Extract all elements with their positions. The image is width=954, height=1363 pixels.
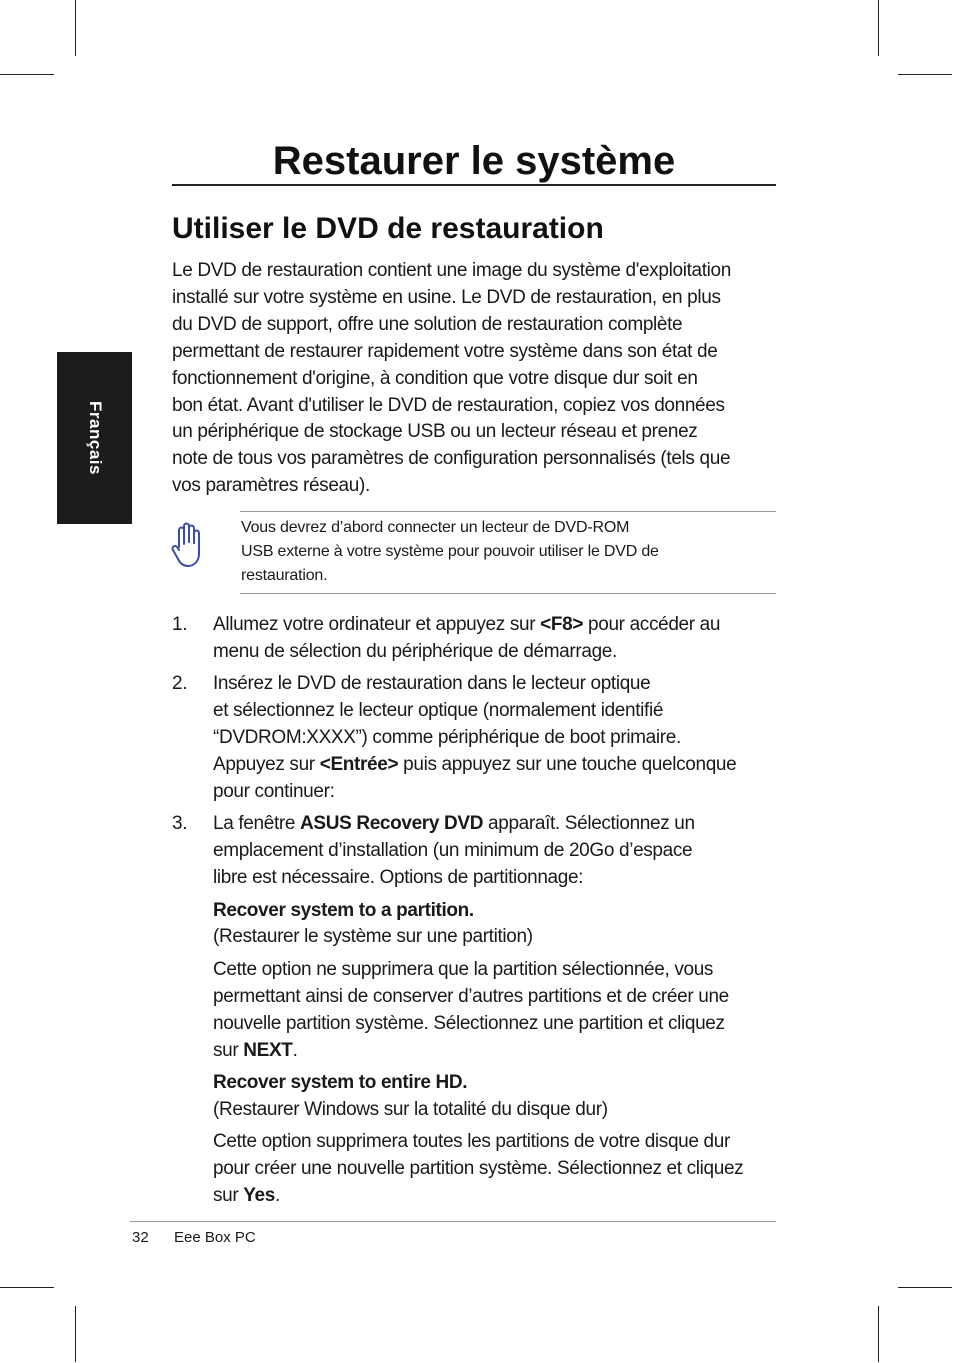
crop-mark bbox=[878, 1306, 879, 1362]
title-underline bbox=[172, 184, 776, 186]
crop-mark bbox=[878, 0, 879, 56]
crop-mark bbox=[0, 74, 54, 75]
crop-mark bbox=[75, 1306, 76, 1362]
language-side-tab bbox=[57, 352, 132, 524]
intro-paragraph bbox=[172, 258, 776, 500]
step-line: emplacement d’installation (un minimum de 20Go d’espace bbox=[213, 840, 693, 862]
footer-product: Eee Box PC bbox=[174, 1229, 256, 1246]
intro-line: bon état. Avant d'utiliser le DVD de restauration, copiez vos données bbox=[172, 394, 725, 416]
page-number: 32 bbox=[132, 1229, 149, 1246]
note-bottom-rule bbox=[240, 593, 776, 594]
step-number: 2. bbox=[172, 673, 188, 695]
option-partition-heading bbox=[172, 898, 776, 952]
crop-mark bbox=[898, 1287, 952, 1288]
option-subtitle: (Restaurer Windows sur la totalité du disque dur) bbox=[213, 1098, 608, 1120]
option-line: sur NEXT. bbox=[213, 1039, 298, 1061]
option-line: Cette option ne supprimera que la partition sélectionnée, vous bbox=[213, 958, 714, 980]
note-line: restauration. bbox=[241, 567, 328, 584]
step-3 bbox=[172, 811, 776, 892]
option-line: sur Yes. bbox=[213, 1185, 280, 1207]
step-line: menu de sélection du périphérique de démarrage. bbox=[213, 640, 617, 662]
intro-line: Le DVD de restauration contient une image du système d'exploitation bbox=[172, 260, 731, 281]
option-line: Cette option supprimera toutes les partitions de votre disque dur bbox=[213, 1131, 730, 1153]
option-subtitle: (Restaurer le système sur une partition) bbox=[213, 926, 533, 948]
intro-line: installé sur votre système en usine. Le DVD de restauration, en plus bbox=[172, 286, 721, 308]
note-line: Vous devrez d’abord connecter un lecteur de DVD-ROM bbox=[241, 519, 630, 536]
key-f8: <F8> bbox=[540, 614, 584, 635]
step-line: “DVDROM:XXXX”) comme périphérique de boot primaire. bbox=[213, 727, 681, 749]
option-line: permettant ainsi de conserver d’autres partitions et de créer une bbox=[213, 985, 729, 1007]
step-line: Insérez le DVD de restauration dans le lecteur optique bbox=[213, 673, 651, 695]
crop-mark bbox=[0, 1287, 54, 1288]
option-line: nouvelle partition système. Sélectionnez une partition et cliquez bbox=[213, 1012, 725, 1034]
intro-line: du DVD de support, offre une solution de restauration complète bbox=[172, 313, 683, 335]
intro-line: permettant de restaurer rapidement votre système dans son état de bbox=[172, 340, 718, 362]
section-title: Utiliser le DVD de restauration bbox=[172, 212, 604, 245]
step-number: 3. bbox=[172, 813, 188, 835]
step-line: Allumez votre ordinateur et appuyez sur <F8> pour accéder au bbox=[213, 614, 721, 635]
intro-line: un périphérique de stockage USB ou un lecteur réseau et prenez bbox=[172, 421, 698, 443]
option-entire-hd-description bbox=[172, 1129, 776, 1210]
note-line: USB externe à votre système pour pouvoir utiliser le DVD de bbox=[241, 543, 659, 560]
option-entire-hd-heading bbox=[172, 1070, 776, 1124]
language-label: Français bbox=[85, 401, 105, 475]
crop-mark bbox=[898, 74, 952, 75]
step-2 bbox=[172, 671, 776, 806]
footer-rule bbox=[130, 1221, 776, 1222]
crop-mark bbox=[75, 0, 76, 56]
option-title: Recover system to entire HD. bbox=[213, 1072, 468, 1093]
step-1 bbox=[172, 612, 776, 666]
steps-list bbox=[172, 612, 776, 1216]
step-number: 1. bbox=[172, 614, 188, 635]
note-top-rule bbox=[240, 511, 776, 512]
step-line: libre est nécessaire. Options de partitionnage: bbox=[213, 867, 584, 889]
next-label: NEXT bbox=[243, 1039, 293, 1061]
window-name: ASUS Recovery DVD bbox=[300, 813, 484, 835]
intro-line: fonctionnement d'origine, à condition que votre disque dur soit en bbox=[172, 367, 698, 389]
key-enter: <Entrée> bbox=[319, 754, 399, 776]
intro-line: note de tous vos paramètres de configuration personnalisés (tels que bbox=[172, 448, 731, 470]
step-line: et sélectionnez le lecteur optique (normalement identifié bbox=[213, 700, 664, 722]
note-text bbox=[241, 516, 776, 588]
step-line: Appuyez sur <Entrée> puis appuyez sur une touche quelconque bbox=[213, 754, 737, 776]
option-title: Recover system to a partition. bbox=[213, 899, 474, 921]
option-partition-description bbox=[172, 957, 776, 1065]
intro-line: vos paramètres réseau). bbox=[172, 475, 370, 497]
option-line: pour créer une nouvelle partition système. Sélectionnez et cliquez bbox=[213, 1158, 744, 1180]
step-line: La fenêtre ASUS Recovery DVD apparaît. Sélectionnez un bbox=[213, 813, 695, 835]
hand-stop-icon bbox=[168, 520, 208, 570]
yes-label: Yes bbox=[243, 1185, 275, 1207]
step-line: pour continuer: bbox=[213, 780, 335, 802]
page-title: Restaurer le système bbox=[272, 139, 676, 183]
